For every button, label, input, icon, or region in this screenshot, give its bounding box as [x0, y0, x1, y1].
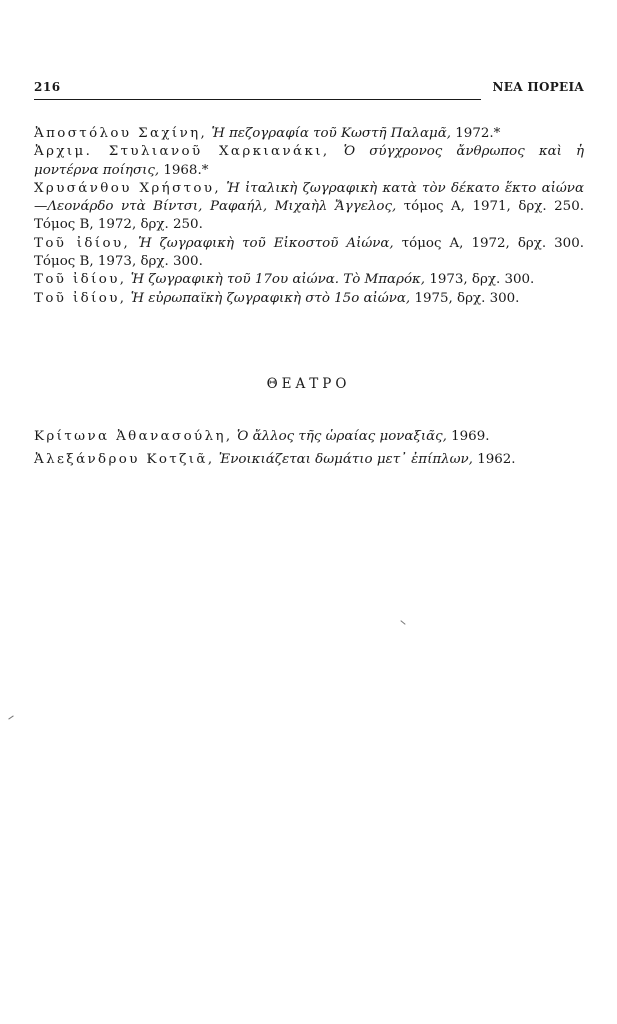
entry-title: Ἐνοικιάζεται δωμάτιο μετ᾽ ἐπίπλων, [218, 452, 473, 467]
scan-speck [400, 620, 405, 625]
entry-author: Χρυσάνθου Χρήστου, [34, 180, 222, 196]
entry-details: τόμος Α, 1972, δρχ. 300. Τόμος Β, 1973, δρχ. 300. [34, 235, 584, 270]
entry-author: Τοῦ ἰδίου, [34, 235, 131, 251]
entry-author: Ἀποστόλου Σαχίνη, [34, 126, 208, 141]
entry-author: Ἀλεξάνδρου Κοτζιᾶ, [34, 452, 215, 467]
entry-details: 1975, δρχ. 300. [414, 290, 520, 306]
theatre-list [34, 425, 584, 471]
header-rule [34, 99, 481, 100]
entry-details: 1973, δρχ. 300. [429, 272, 535, 288]
entry-details: 1968.* [163, 162, 209, 178]
bibliography-entry [34, 143, 584, 180]
page-number: 216 [34, 80, 61, 94]
running-head: ΝΕΑ ΠΟΡΕΙΑ [492, 80, 584, 94]
entry-author: Τοῦ ἰδίου, [34, 272, 127, 288]
entry-title: Ἡ εὐρωπαϊκὴ ζωγραφικὴ στὸ 15ο αἰώνα, [130, 290, 411, 306]
bibliography-entry [34, 448, 584, 471]
scan-speck [8, 715, 13, 719]
bibliography-entry [34, 425, 584, 448]
bibliography-entry [34, 235, 584, 272]
bibliography-entry [34, 290, 584, 308]
bibliography-entry [34, 180, 584, 235]
section-heading-theatre: ΘΕΑΤΡΟ [266, 376, 351, 392]
entry-author: Τοῦ ἰδίου, [34, 290, 127, 306]
bibliography-entry [34, 125, 584, 143]
entry-details: 1969. [451, 429, 490, 444]
books-list [34, 125, 584, 308]
entry-author: Κρίτωνα Ἀθανασούλη, [34, 429, 233, 444]
entry-details: 1972.* [455, 126, 501, 141]
entry-title: Ἡ πεζογραφία τοῦ Κωστῆ Παλαμᾶ, [211, 126, 452, 141]
entry-title: Ἡ ζωγραφικὴ τοῦ 17ου αἰώνα. Τὸ Μπαρόκ, [130, 272, 426, 288]
bibliography-entry [34, 271, 584, 289]
entry-title: Ἡ ἰταλικὴ ζωγραφικὴ κατὰ τὸν δέκατο ἕκτο αἰώνα—Λεονάρδο ντὰ Βίντσι, Ραφαήλ, Μιχαὴλ Ἄγγελος, [34, 180, 584, 215]
entry-title: Ἡ ζωγραφικὴ τοῦ Εἰκοστοῦ Αἰώνα, [138, 235, 394, 251]
entry-details: τόμος Α, 1971, δρχ. 250. Τόμος Β, 1972, δρχ. 250. [34, 199, 584, 233]
entry-title: Ὁ ἄλλος τῆς ὡραίας μοναξιᾶς, [236, 429, 447, 444]
entry-details: 1962. [477, 452, 516, 467]
entry-title: Ὁ σύγχρονος ἄνθρωπος καὶ ἡ μοντέρνα ποίησις, [34, 144, 585, 178]
entry-author: Ἀρχιμ. Στυλιανοῦ Χαρκιανάκι, [34, 144, 330, 160]
